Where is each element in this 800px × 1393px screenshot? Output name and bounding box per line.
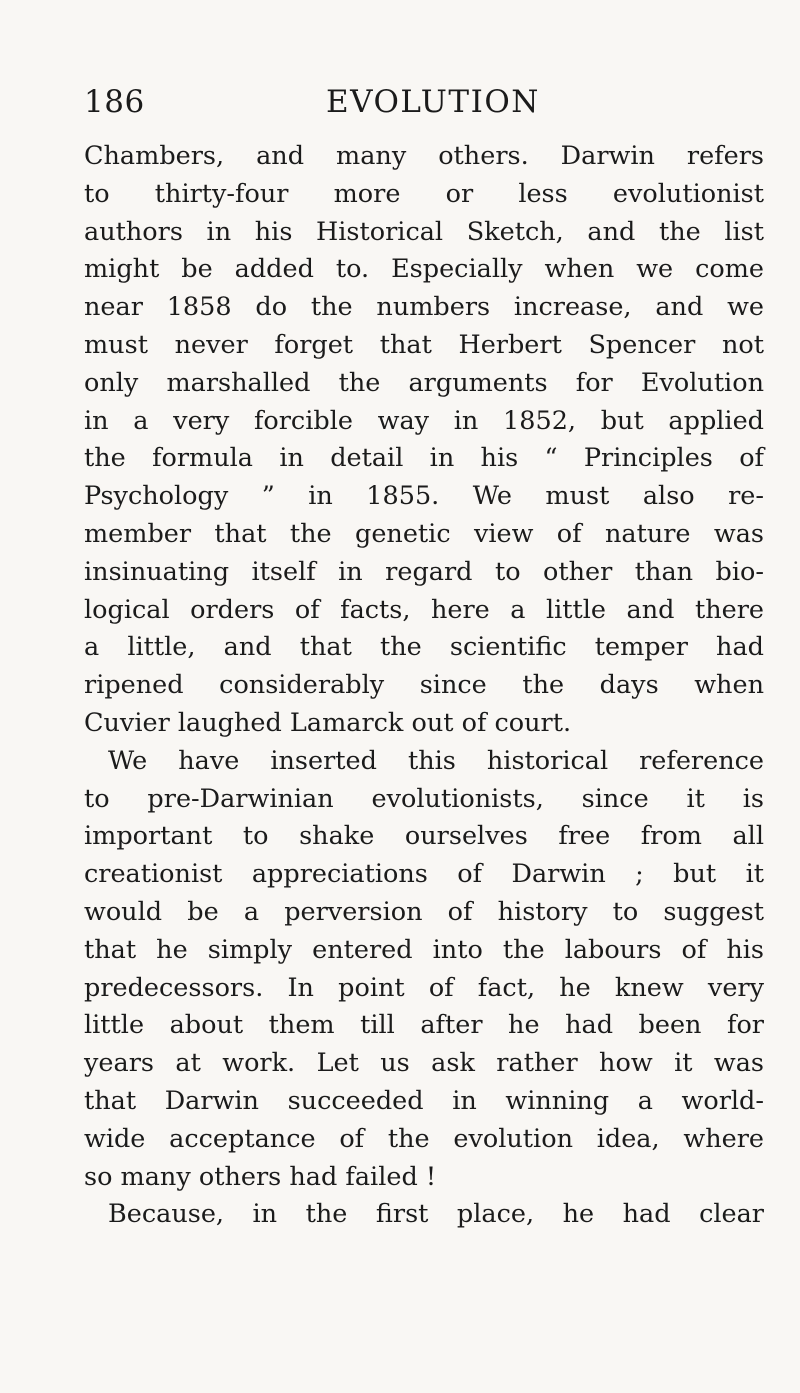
text-line: authors in his Historical Sketch, and the list [84, 216, 764, 247]
running-head: EVOLUTION [326, 84, 540, 120]
page-number: 186 [84, 84, 145, 120]
text-line: might be added to. Especially when we come [84, 254, 764, 285]
text-line: would be a perversion of history to suggest [84, 896, 764, 927]
text-line: the formula in detail in his “ Principles of [84, 443, 764, 474]
text-line: We have inserted this historical reference [108, 745, 764, 776]
text-line: insinuating itself in regard to other than bio- [84, 556, 764, 587]
text-line: member that the genetic view of nature was [84, 518, 764, 549]
text-line: years at work. Let us ask rather how it was [84, 1048, 764, 1079]
text-line: in a very forcible way in 1852, but applied [84, 405, 764, 436]
text-line: to pre-Darwinian evolutionists, since it is [84, 783, 764, 814]
text-line: Because, in the first place, he had clear [108, 1199, 764, 1230]
text-line: Cuvier laughed Lamarck out of court. [84, 707, 572, 738]
text-line: important to shake ourselves free from all [84, 821, 764, 852]
text-line: Psychology ” in 1855. We must also re- [84, 481, 764, 512]
text-line: ripened considerably since the days when [84, 670, 764, 701]
text-line: so many others had failed ! [84, 1161, 437, 1192]
text-line: a little, and that the scientific temper had [84, 632, 764, 663]
text-line: near 1858 do the numbers increase, and we [84, 292, 764, 323]
text-line: that he simply entered into the labours of his [84, 934, 764, 965]
text-line: predecessors. In point of fact, he knew very [84, 972, 764, 1003]
text-line: only marshalled the arguments for Evolution [84, 367, 764, 398]
text-line: creationist appreciations of Darwin ; but it [84, 859, 764, 890]
text-line: to thirty-four more or less evolutionist [84, 178, 764, 209]
text-line: little about them till after he had been for [84, 1010, 764, 1041]
text-line: wide acceptance of the evolution idea, where [84, 1123, 764, 1154]
text-line: logical orders of facts, here a little and there [84, 594, 764, 625]
text-line: Chambers, and many others. Darwin refers [84, 141, 764, 171]
page-header [84, 82, 764, 122]
text-line: must never forget that Herbert Spencer not [84, 329, 764, 360]
body-text [84, 138, 764, 1234]
text-line: that Darwin succeeded in winning a world- [84, 1085, 764, 1116]
